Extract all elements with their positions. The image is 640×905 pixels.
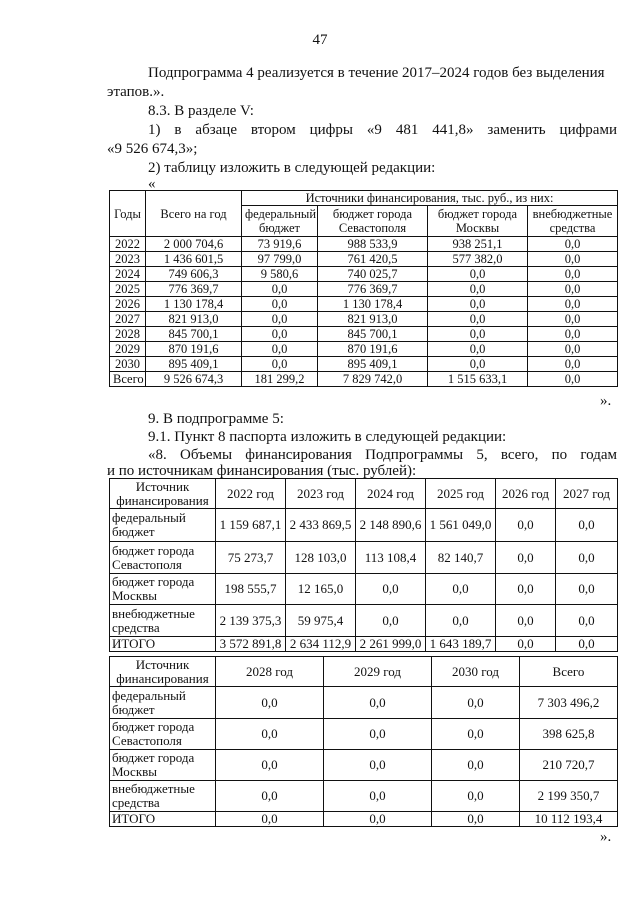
cell: 2027	[110, 312, 146, 327]
cell: 0,0	[528, 342, 618, 357]
close-quote-table3: ».	[600, 829, 612, 845]
cell: 0,0	[528, 252, 618, 267]
cell: 198 555,7	[216, 574, 286, 605]
table-row-total	[110, 812, 618, 827]
source-label: федеральный бюджет	[110, 509, 216, 542]
cell: 0,0	[356, 605, 426, 637]
table-row	[110, 509, 618, 542]
table-row	[110, 719, 618, 750]
financing-by-year-table	[109, 190, 618, 387]
table-row	[110, 342, 618, 357]
cell: 577 382,0	[428, 252, 528, 267]
cell: 0,0	[496, 574, 556, 605]
source-label: ИТОГО	[110, 637, 216, 652]
cell: Всего	[110, 372, 146, 387]
table-row	[110, 282, 618, 297]
header-2023: 2023 год	[286, 479, 356, 509]
cell: 9 580,6	[242, 267, 318, 282]
cell: 0,0	[432, 687, 520, 719]
cell: 2 139 375,3	[216, 605, 286, 637]
paragraph-financing-volumes-line2: и по источникам финансирования (тыс. рублей):	[107, 463, 417, 479]
cell: 0,0	[428, 267, 528, 282]
cell: 181 299,2	[242, 372, 318, 387]
cell: 97 799,0	[242, 252, 318, 267]
cell: 870 191,6	[318, 342, 428, 357]
table-row	[110, 750, 618, 781]
table-row	[110, 357, 618, 372]
cell: 0,0	[242, 282, 318, 297]
source-label: бюджет города Севастополя	[110, 542, 216, 574]
table-row	[110, 252, 618, 267]
header-2028: 2028 год	[216, 657, 324, 687]
cell: 0,0	[556, 637, 618, 652]
table-row	[110, 312, 618, 327]
cell: 9 526 674,3	[146, 372, 242, 387]
cell: 0,0	[242, 327, 318, 342]
cell: 0,0	[216, 687, 324, 719]
cell: 12 165,0	[286, 574, 356, 605]
table-row	[110, 297, 618, 312]
table-row	[110, 237, 618, 252]
cell: 0,0	[556, 605, 618, 637]
cell: 2026	[110, 297, 146, 312]
cell: 1 130 178,4	[146, 297, 242, 312]
cell: 0,0	[496, 637, 556, 652]
cell: 0,0	[426, 574, 496, 605]
cell: 870 191,6	[146, 342, 242, 357]
header-federal-budget: федеральный бюджет	[242, 206, 318, 237]
cell: 0,0	[496, 605, 556, 637]
cell: 398 625,8	[520, 719, 618, 750]
cell: 845 700,1	[146, 327, 242, 342]
cell: 0,0	[528, 312, 618, 327]
header-extrabudgetary: внебюджетные средства	[528, 206, 618, 237]
cell: 895 409,1	[146, 357, 242, 372]
cell: 0,0	[528, 267, 618, 282]
header-2025: 2025 год	[426, 479, 496, 509]
table-row	[110, 574, 618, 605]
cell: 1 643 189,7	[426, 637, 496, 652]
cell: 845 700,1	[318, 327, 428, 342]
cell: 2024	[110, 267, 146, 282]
paragraph-table-edition: 2) таблицу изложить в следующей редакции:	[148, 160, 436, 176]
cell: 0,0	[432, 750, 520, 781]
paragraph-passport-point8: 9.1. Пункт 8 паспорта изложить в следующей редакции:	[148, 429, 507, 445]
cell: 2023	[110, 252, 146, 267]
cell: 0,0	[428, 327, 528, 342]
cell: 59 975,4	[286, 605, 356, 637]
header-total: Всего	[520, 657, 618, 687]
cell: 0,0	[216, 781, 324, 812]
cell: 0,0	[432, 719, 520, 750]
header-source: Источник финансирования	[110, 657, 216, 687]
cell: 821 913,0	[318, 312, 428, 327]
cell: 0,0	[356, 574, 426, 605]
cell: 2 000 704,6	[146, 237, 242, 252]
cell: 0,0	[528, 327, 618, 342]
header-2024: 2024 год	[356, 479, 426, 509]
cell: 0,0	[428, 312, 528, 327]
source-label: бюджет города Москвы	[110, 574, 216, 605]
table-row	[110, 542, 618, 574]
cell: 0,0	[428, 297, 528, 312]
header-moscow-budget: бюджет города Москвы	[428, 206, 528, 237]
paragraph-subprogram4-line1: Подпрограмма 4 реализуется в течение 2017–2024 годов без выделения	[148, 65, 605, 81]
cell: 0,0	[216, 719, 324, 750]
cell: 3 572 891,8	[216, 637, 286, 652]
table-row	[110, 781, 618, 812]
cell: 0,0	[428, 342, 528, 357]
cell: 0,0	[528, 237, 618, 252]
table-row-total	[110, 372, 618, 387]
paragraph-section5: 8.3. В разделе V:	[148, 103, 254, 119]
cell: 0,0	[556, 574, 618, 605]
cell: 988 533,9	[318, 237, 428, 252]
cell: 0,0	[324, 687, 432, 719]
cell: 0,0	[528, 372, 618, 387]
header-2030: 2030 год	[432, 657, 520, 687]
header-financing-sources: Источники финансирования, тыс. руб., из них:	[242, 191, 618, 206]
cell: 761 420,5	[318, 252, 428, 267]
cell: 0,0	[428, 357, 528, 372]
cell: 0,0	[556, 542, 618, 574]
cell: 0,0	[426, 605, 496, 637]
cell: 1 130 178,4	[318, 297, 428, 312]
cell: 2 433 869,5	[286, 509, 356, 542]
paragraph-replace-figures-line2: «9 526 674,3»;	[107, 141, 198, 157]
page-number: 47	[312, 32, 328, 48]
cell: 2 634 112,9	[286, 637, 356, 652]
cell: 0,0	[556, 509, 618, 542]
cell: 0,0	[496, 509, 556, 542]
cell: 210 720,7	[520, 750, 618, 781]
source-label: ИТОГО	[110, 812, 216, 827]
cell: 0,0	[324, 750, 432, 781]
cell: 1 159 687,1	[216, 509, 286, 542]
cell: 0,0	[528, 297, 618, 312]
header-total-per-year: Всего на год	[146, 191, 242, 237]
cell: 0,0	[528, 282, 618, 297]
close-quote-table1: ».	[600, 393, 612, 409]
cell: 821 913,0	[146, 312, 242, 327]
table-row	[110, 687, 618, 719]
cell: 7 303 496,2	[520, 687, 618, 719]
cell: 740 025,7	[318, 267, 428, 282]
header-2022: 2022 год	[216, 479, 286, 509]
financing-2022-2027-table	[109, 478, 618, 652]
cell: 2 261 999,0	[356, 637, 426, 652]
cell: 0,0	[432, 812, 520, 827]
cell: 0,0	[242, 342, 318, 357]
cell: 895 409,1	[318, 357, 428, 372]
cell: 0,0	[216, 750, 324, 781]
cell: 0,0	[432, 781, 520, 812]
cell: 113 108,4	[356, 542, 426, 574]
cell: 0,0	[324, 781, 432, 812]
paragraph-financing-volumes-line1: «8. Объемы финансирования Подпрограммы 5, всего, по годам	[148, 447, 617, 463]
header-years: Годы	[110, 191, 146, 237]
cell: 938 251,1	[428, 237, 528, 252]
source-label: внебюджетные средства	[110, 605, 216, 637]
source-label: внебюджетные средства	[110, 781, 216, 812]
cell: 73 919,6	[242, 237, 318, 252]
cell: 0,0	[528, 357, 618, 372]
cell: 0,0	[324, 719, 432, 750]
table-row	[110, 267, 618, 282]
cell: 2030	[110, 357, 146, 372]
cell: 776 369,7	[318, 282, 428, 297]
cell: 2028	[110, 327, 146, 342]
table-row	[110, 605, 618, 637]
cell: 1 436 601,5	[146, 252, 242, 267]
cell: 2022	[110, 237, 146, 252]
table-row-total	[110, 637, 618, 652]
table-row	[110, 327, 618, 342]
cell: 10 112 193,4	[520, 812, 618, 827]
cell: 1 515 633,1	[428, 372, 528, 387]
cell: 0,0	[242, 357, 318, 372]
cell: 75 273,7	[216, 542, 286, 574]
source-label: бюджет города Севастополя	[110, 719, 216, 750]
cell: 7 829 742,0	[318, 372, 428, 387]
source-label: федеральный бюджет	[110, 687, 216, 719]
cell: 2025	[110, 282, 146, 297]
paragraph-subprogram4-line2: этапов.».	[107, 84, 165, 100]
cell: 128 103,0	[286, 542, 356, 574]
open-quote: «	[148, 176, 156, 192]
cell: 2029	[110, 342, 146, 357]
financing-2028-2030-table	[109, 656, 618, 827]
cell: 82 140,7	[426, 542, 496, 574]
header-2027: 2027 год	[556, 479, 618, 509]
paragraph-subprogram5: 9. В подпрограмме 5:	[148, 411, 284, 427]
cell: 1 561 049,0	[426, 509, 496, 542]
cell: 749 606,3	[146, 267, 242, 282]
paragraph-replace-figures-line1: 1) в абзаце втором цифры «9 481 441,8» заменить цифрами	[148, 122, 617, 138]
cell: 2 199 350,7	[520, 781, 618, 812]
cell: 0,0	[428, 282, 528, 297]
cell: 0,0	[242, 312, 318, 327]
cell: 0,0	[216, 812, 324, 827]
header-sevastopol-budget: бюджет города Севастополя	[318, 206, 428, 237]
header-2029: 2029 год	[324, 657, 432, 687]
source-label: бюджет города Москвы	[110, 750, 216, 781]
cell: 0,0	[324, 812, 432, 827]
cell: 0,0	[496, 542, 556, 574]
header-2026: 2026 год	[496, 479, 556, 509]
cell: 0,0	[242, 297, 318, 312]
cell: 776 369,7	[146, 282, 242, 297]
header-source: Источник финансирования	[110, 479, 216, 509]
cell: 2 148 890,6	[356, 509, 426, 542]
